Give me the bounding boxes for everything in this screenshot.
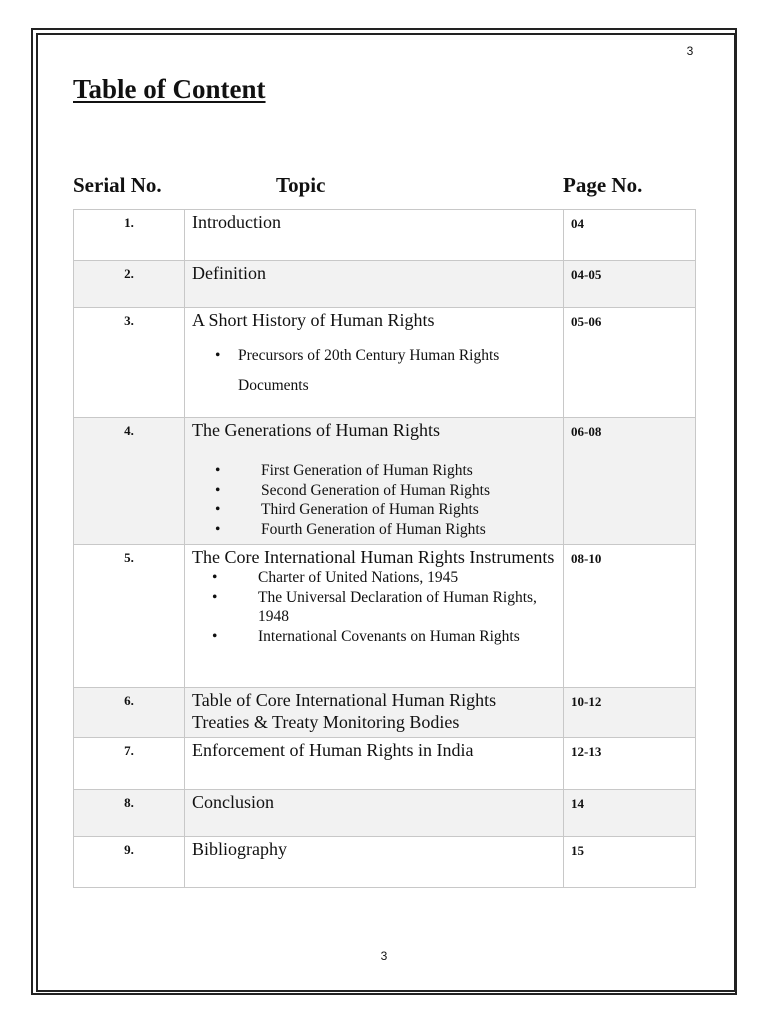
page-cell: 15 [564,837,696,888]
page-number-top: 3 [686,44,694,58]
topic-cell [185,738,564,790]
subtopic-item: • Charter of United Nations, 1945 [192,568,557,588]
table-row [74,837,696,888]
subtopic-item: • Precursors of 20th Century Human Rights Documents [192,341,557,401]
subtopic-item: • Third Generation of Human Rights [192,500,557,520]
topic-title: Bibliography [192,839,287,859]
page-title: Table of Content [73,74,266,104]
table-row [74,790,696,837]
serial-cell: 4. [74,418,185,545]
table-row [74,261,696,308]
header-topic: Topic [276,173,326,197]
header-serial: Serial No. [73,173,162,197]
topic-cell [185,210,564,261]
topic-cell [185,790,564,837]
subtopic-list [192,461,557,539]
serial-cell: 8. [74,790,185,837]
page-cell: 08-10 [564,545,696,688]
topic-title: The Generations of Human Rights [192,420,440,440]
table-row [74,418,696,545]
topic-cell [185,545,564,688]
table-row [74,545,696,688]
topic-title: Enforcement of Human Rights in India [192,740,474,760]
table-row [74,308,696,418]
topic-cell [185,308,564,418]
topic-cell [185,418,564,545]
page-cell: 05-06 [564,308,696,418]
serial-cell: 5. [74,545,185,688]
table-row [74,688,696,738]
subtopic-item: • Second Generation of Human Rights [192,481,557,501]
table-row [74,738,696,790]
topic-title: Conclusion [192,792,275,812]
serial-cell: 7. [74,738,185,790]
topic-title: Definition [192,263,266,283]
subtopic-item: • First Generation of Human Rights [192,461,557,481]
topic-title: A Short History of Human Rights [192,310,435,330]
subtopic-item: • Fourth Generation of Human Rights [192,520,557,540]
topic-cell [185,688,564,738]
page-cell: 04-05 [564,261,696,308]
topic-cell [185,837,564,888]
page-number-bottom: 3 [380,949,388,963]
topic-cell [185,261,564,308]
table-row [74,210,696,261]
serial-cell: 2. [74,261,185,308]
page-cell: 06-08 [564,418,696,545]
subtopic-list [192,568,557,646]
topic-title: Introduction [192,212,281,232]
serial-cell: 1. [74,210,185,261]
serial-cell: 3. [74,308,185,418]
serial-cell: 6. [74,688,185,738]
subtopic-item: • International Covenants on Human Rights [192,627,557,647]
topic-title: The Core International Human Rights Instruments [192,547,555,567]
header-page: Page No. [563,173,643,197]
subtopic-list [192,341,557,401]
toc-table [73,209,696,888]
page-cell: 10-12 [564,688,696,738]
topic-title: Table of Core International Human Rights Treaties & Treaty Monitoring Bodies [192,690,497,732]
page-cell: 12-13 [564,738,696,790]
page-cell: 14 [564,790,696,837]
page-cell: 04 [564,210,696,261]
subtopic-item: • The Universal Declaration of Human Rights, 1948 [192,588,557,627]
serial-cell: 9. [74,837,185,888]
